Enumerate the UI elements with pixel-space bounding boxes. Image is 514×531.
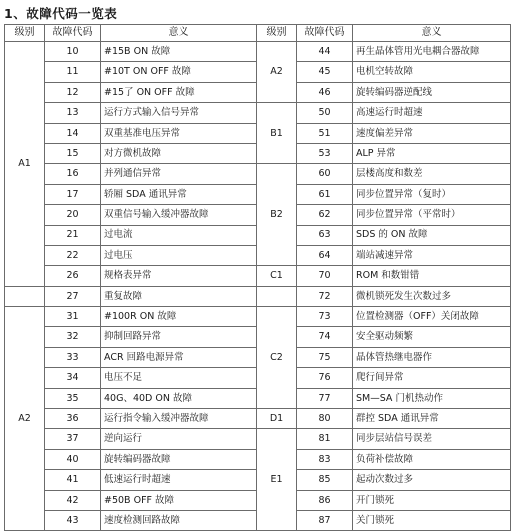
meaning-cell: 轿厢 SDA 通讯异常 [101,184,257,204]
level-cell-right: C2 [257,307,297,409]
code-cell: 26 [45,266,101,286]
meaning-cell-right: SDS 的 ON 故障 [353,225,511,245]
code-cell: 13 [45,103,101,123]
meaning-cell-right: 位置检测器（OFF）关闭故障 [353,307,511,327]
meaning-cell-right: 起动次数过多 [353,470,511,490]
code-cell-right: 63 [297,225,353,245]
page-title: 1、故障代码一览表 [4,6,118,21]
level-cell-right: E1 [257,429,297,531]
meaning-cell-right: 端站减速异常 [353,245,511,265]
code-cell-right: 44 [297,42,353,62]
meaning-cell: 双重信号输入缓冲器故障 [101,205,257,225]
code-cell-right: 46 [297,82,353,102]
meaning-cell: #50B OFF 故障 [101,490,257,510]
meaning-cell: 重复故障 [101,286,257,306]
fault-code-table [4,24,511,531]
table-row [5,307,511,327]
meaning-cell-right: 关门锁死 [353,510,511,530]
meaning-cell-right: 安全驱动频繁 [353,327,511,347]
meaning-cell-right: 速度偏差异常 [353,123,511,143]
meaning-cell: 电压不足 [101,368,257,388]
code-cell-right: 61 [297,184,353,204]
header-code-right: 故障代码 [297,25,353,42]
meaning-cell: 运行方式输入信号异常 [101,103,257,123]
code-cell-right: 80 [297,409,353,429]
code-cell-right: 70 [297,266,353,286]
meaning-cell-right: 旋转编码器逆配线 [353,82,511,102]
meaning-cell-right: 爬行间异常 [353,368,511,388]
meaning-cell-right: SM—SA 门机热动作 [353,388,511,408]
meaning-cell: 速度检测回路故障 [101,510,257,530]
code-cell-right: 72 [297,286,353,306]
meaning-cell-right: 微机锁死发生次数过多 [353,286,511,306]
code-cell-right: 83 [297,449,353,469]
meaning-cell: 过电压 [101,245,257,265]
code-cell: 31 [45,307,101,327]
code-cell: 22 [45,245,101,265]
level-cell: A1 [5,42,45,287]
code-cell-right: 77 [297,388,353,408]
meaning-cell: 并列通信异常 [101,164,257,184]
meaning-cell-right: 同步位置异常（平常时） [353,205,511,225]
code-cell-right: 50 [297,103,353,123]
code-cell: 35 [45,388,101,408]
meaning-cell-right: 同步层站信号误差 [353,429,511,449]
code-cell: 27 [45,286,101,306]
meaning-cell-right: 电机空转故障 [353,62,511,82]
code-cell: 36 [45,409,101,429]
meaning-cell: 40G、40D ON 故障 [101,388,257,408]
meaning-cell: 逆向运行 [101,429,257,449]
meaning-cell: 对方微机故障 [101,143,257,163]
header-level-right: 级别 [257,25,297,42]
code-cell: 20 [45,205,101,225]
code-cell: 41 [45,470,101,490]
code-cell: 33 [45,347,101,367]
header-level: 级别 [5,25,45,42]
header-meaning: 意义 [101,25,257,42]
meaning-cell: 旋转编码器故障 [101,449,257,469]
code-cell: 37 [45,429,101,449]
code-cell: 32 [45,327,101,347]
meaning-cell: 抑制回路异常 [101,327,257,347]
level-cell-right: D1 [257,409,297,429]
meaning-cell: #100R ON 故障 [101,307,257,327]
code-cell-right: 86 [297,490,353,510]
code-cell-right: 62 [297,205,353,225]
table-row [5,429,511,449]
level-cell-right: A2 [257,42,297,103]
code-cell-right: 60 [297,164,353,184]
meaning-cell: 规格表异常 [101,266,257,286]
meaning-cell-right: 晶体管热继电器作 [353,347,511,367]
meaning-cell-right: ROM 和数钳错 [353,266,511,286]
code-cell: 16 [45,164,101,184]
meaning-cell: 过电流 [101,225,257,245]
code-cell-right: 75 [297,347,353,367]
code-cell-right: 81 [297,429,353,449]
code-cell: 14 [45,123,101,143]
meaning-cell-right: 层楼高度和数差 [353,164,511,184]
meaning-cell-right: 再生晶体管用光电耦合器故障 [353,42,511,62]
code-cell: 21 [45,225,101,245]
code-cell-right: 53 [297,143,353,163]
code-cell-right: 87 [297,510,353,530]
level-cell-right [257,286,297,306]
code-cell: 43 [45,510,101,530]
code-cell-right: 51 [297,123,353,143]
meaning-cell: 双重基准电压异常 [101,123,257,143]
header-code: 故障代码 [45,25,101,42]
header-meaning-right: 意义 [353,25,511,42]
meaning-cell-right: 同步位置异常（复时） [353,184,511,204]
table-row [5,164,511,184]
code-cell: 12 [45,82,101,102]
meaning-cell: #15了 ON OFF 故障 [101,82,257,102]
table-row [5,266,511,286]
code-cell-right: 45 [297,62,353,82]
table-row [5,286,511,306]
table-row [5,103,511,123]
code-cell: 40 [45,449,101,469]
meaning-cell-right: ALP 异常 [353,143,511,163]
level-cell-right: B1 [257,103,297,164]
code-cell: 34 [45,368,101,388]
code-cell: 11 [45,62,101,82]
code-cell-right: 76 [297,368,353,388]
code-cell-right: 64 [297,245,353,265]
meaning-cell: #15B ON 故障 [101,42,257,62]
code-cell: 15 [45,143,101,163]
level-cell-right: B2 [257,164,297,266]
code-cell: 17 [45,184,101,204]
code-cell-right: 85 [297,470,353,490]
meaning-cell: 运行指令输入缓冲器故障 [101,409,257,429]
meaning-cell: 低速运行时超速 [101,470,257,490]
meaning-cell: #10T ON OFF 故障 [101,62,257,82]
code-cell: 10 [45,42,101,62]
table-row [5,42,511,62]
table-row [5,409,511,429]
meaning-cell-right: 负荷补偿故障 [353,449,511,469]
level-cell [5,286,45,306]
code-cell-right: 73 [297,307,353,327]
code-cell: 42 [45,490,101,510]
level-cell-right: C1 [257,266,297,286]
code-cell-right: 74 [297,327,353,347]
meaning-cell-right: 开门锁死 [353,490,511,510]
meaning-cell-right: 高速运行时超速 [353,103,511,123]
meaning-cell: ACR 回路电源异常 [101,347,257,367]
level-cell: A2 [5,307,45,531]
meaning-cell-right: 群控 SDA 通讯异常 [353,409,511,429]
header-row [5,25,511,42]
